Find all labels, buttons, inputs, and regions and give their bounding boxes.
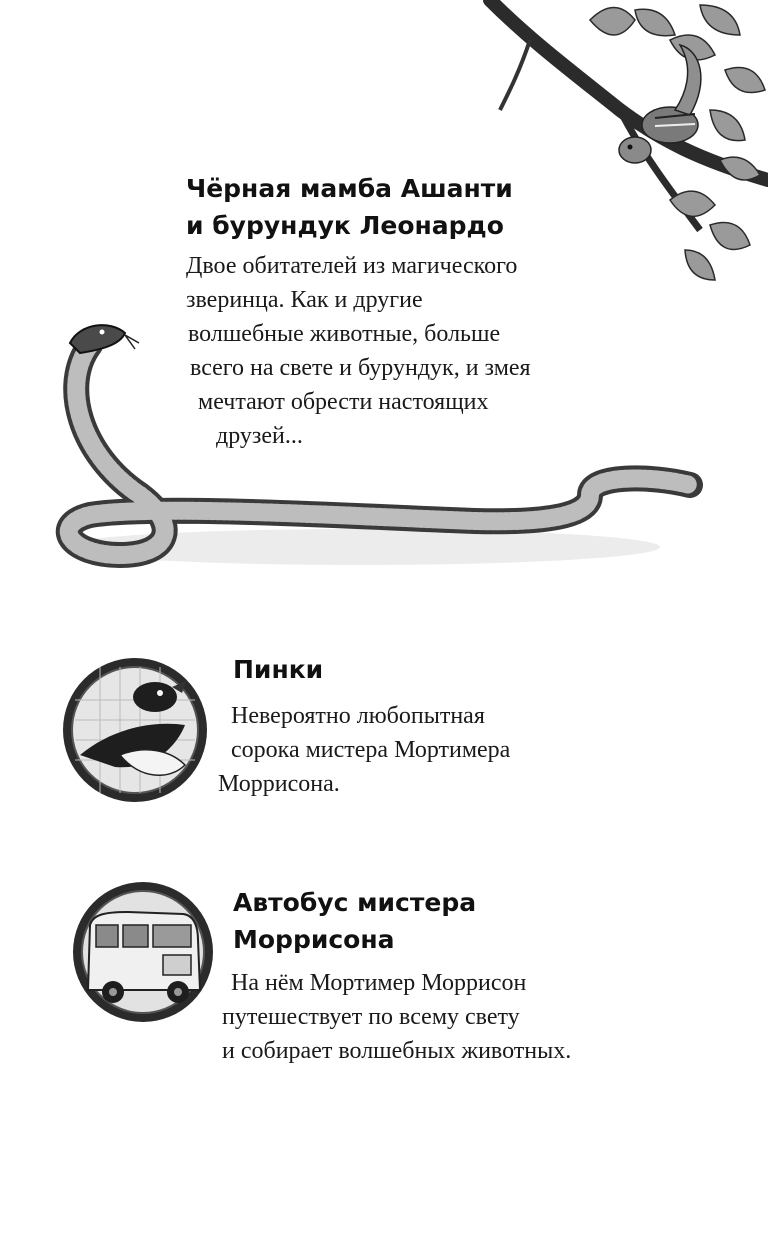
title-line: Чёрная мамба Ашанти bbox=[186, 174, 513, 203]
text-line: зверинца. Как и другие bbox=[186, 287, 423, 313]
section-title bbox=[233, 651, 653, 688]
text-line: и собирает волшебных животных. bbox=[222, 1038, 572, 1064]
title-line: Пинки bbox=[233, 655, 324, 684]
section-description bbox=[222, 966, 682, 1068]
title-line: и бурундук Леонардо bbox=[186, 211, 504, 240]
title-line: Моррисона bbox=[233, 925, 395, 954]
bus-medallion bbox=[68, 880, 218, 1025]
text-line: Моррисона. bbox=[218, 771, 340, 797]
text-line: Двое обитателей из магического bbox=[186, 253, 518, 279]
bus-icon bbox=[88, 912, 200, 1003]
black-mamba-illustration bbox=[30, 315, 710, 590]
text-line: путешествует по всему свету bbox=[222, 1004, 520, 1030]
magpie-medallion bbox=[60, 655, 210, 805]
snake-icon bbox=[69, 325, 690, 555]
text-line: волшебные животные, больше bbox=[188, 321, 501, 347]
section-pinky bbox=[233, 651, 653, 688]
text-line: друзей... bbox=[216, 423, 303, 449]
text-line: сорока мистера Мортимера bbox=[231, 737, 511, 763]
text-line: На нём Мортимер Моррисон bbox=[231, 970, 527, 996]
section-mamba-chipmunk bbox=[186, 170, 616, 244]
section-bus bbox=[233, 884, 653, 958]
text-line: Невероятно любопытная bbox=[231, 703, 485, 729]
title-line: Автобус мистера bbox=[233, 888, 477, 917]
section-title bbox=[233, 884, 653, 958]
text-line: всего на свете и бурундук, и змея bbox=[190, 355, 531, 381]
section-title bbox=[186, 170, 616, 244]
text-line: мечтают обрести настоящих bbox=[198, 389, 489, 415]
section-description bbox=[218, 699, 658, 801]
